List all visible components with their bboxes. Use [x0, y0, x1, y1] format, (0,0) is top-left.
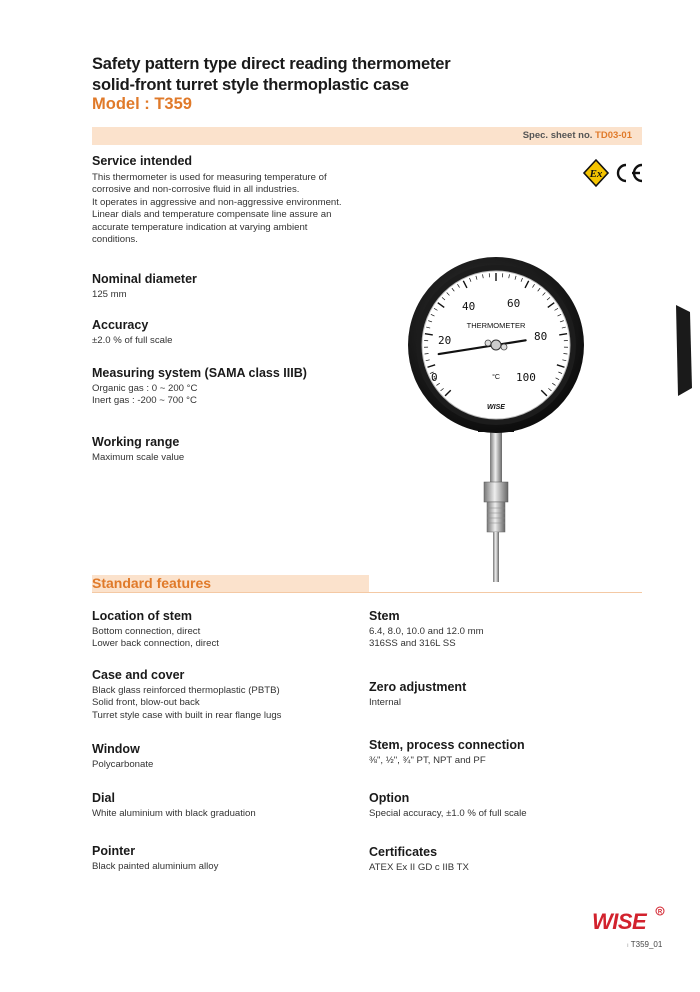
- pointer-heading: Pointer: [92, 844, 136, 858]
- scale-tick: [563, 354, 567, 355]
- ex-icon: [584, 160, 608, 186]
- certificates-value: ATEX Ex II GD c IIB TX: [369, 862, 469, 873]
- scale-tick: [425, 354, 429, 355]
- stem-location-values: [92, 626, 219, 651]
- feature-line: 316SS and 316L SS: [369, 638, 456, 650]
- wise-logo-text: WISE: [592, 909, 647, 934]
- service-line: corrosive and non-corrosive fluid in all industries.: [92, 184, 300, 196]
- scale-label: 20: [438, 334, 452, 347]
- window-value: Polycarbonate: [92, 759, 154, 770]
- accuracy-heading: Accuracy: [92, 318, 149, 332]
- dial-value: White aluminium with black graduation: [92, 808, 256, 819]
- adjust-screw: [501, 344, 507, 350]
- dial-heading: Dial: [92, 791, 115, 805]
- ce-icon: [618, 165, 642, 181]
- standard-features-heading: Standard features: [92, 575, 212, 591]
- svg-text:Ex: Ex: [589, 168, 603, 180]
- title-line-1: Safety pattern type direct reading thermometer: [92, 55, 451, 73]
- dial-label: THERMOMETER: [466, 321, 526, 330]
- document-title: [92, 54, 450, 96]
- scale-label: 80: [534, 330, 548, 343]
- dial-unit: °C: [492, 374, 500, 381]
- spec-sheet-prefix: Spec. sheet no.: [522, 130, 593, 141]
- option-value: Special accuracy, ±1.0 % of full scale: [369, 808, 527, 819]
- dial-brand: WISE: [487, 404, 505, 411]
- thread-fitting: [487, 502, 505, 532]
- zero-adjustment-heading: Zero adjustment: [369, 680, 467, 694]
- measuring-line: Organic gas : 0 ~ 200 °C: [92, 383, 198, 394]
- service-line: This thermometer is used for measuring temperature of: [92, 172, 327, 183]
- service-line: Linear dials and temperature compensate line assure an: [92, 209, 332, 221]
- wise-logo: [590, 905, 666, 935]
- nominal-heading: Nominal diameter: [92, 272, 197, 286]
- measuring-line: Inert gas : -200 ~ 700 °C: [92, 395, 197, 407]
- feature-line: Bottom connection, direct: [92, 626, 201, 637]
- process-connection-value: ⅜", ½", ¾" PT, NPT and PF: [369, 755, 486, 766]
- spec-sheet-number: [523, 130, 632, 141]
- service-line: conditions.: [92, 234, 138, 246]
- process-connection-heading: Stem, process connection: [369, 738, 525, 752]
- title-line-2: solid-front turret style thermoplastic case: [92, 76, 409, 94]
- footer-code: [627, 940, 662, 949]
- window-heading: Window: [92, 742, 140, 756]
- measuring-values: [92, 383, 197, 408]
- scale-label: 40: [462, 300, 476, 313]
- footer-marker: ı: [627, 943, 629, 949]
- standard-features-bar: [92, 575, 369, 593]
- service-line: It operates in aggressive and non-aggressive environment.: [92, 196, 342, 208]
- feature-line: Black glass reinforced thermoplastic (PBTB): [92, 685, 280, 696]
- stem-upper: [490, 426, 502, 486]
- zero-adjustment-value: Internal: [369, 697, 401, 708]
- working-value: Maximum scale value: [92, 452, 185, 463]
- thermometer-image: [406, 250, 700, 586]
- rear-flange-lug: [676, 305, 692, 396]
- case-cover-values: [92, 685, 281, 722]
- adjust-screw: [485, 340, 491, 346]
- scale-label: 60: [507, 297, 521, 310]
- feature-line: Turret style case with built in rear flange lugs: [92, 709, 282, 721]
- stem-heading: Stem: [369, 609, 400, 623]
- svg-text:R: R: [657, 909, 663, 916]
- option-heading: Option: [369, 791, 410, 805]
- nominal-value: 125 mm: [92, 289, 127, 300]
- stem-location-heading: Location of stem: [92, 609, 193, 623]
- certification-logos: [582, 158, 646, 188]
- stem-values: [369, 626, 484, 651]
- service-line: accurate temperature indication at varying ambient: [92, 221, 308, 233]
- certificates-heading: Certificates: [369, 845, 438, 859]
- hex-nut: [484, 482, 508, 502]
- model-title: Model : T359: [92, 95, 192, 113]
- accuracy-value: ±2.0 % of full scale: [92, 335, 173, 346]
- feature-line: Solid front, blow-out back: [92, 697, 200, 709]
- scale-label: 100: [516, 371, 536, 384]
- case-cover-heading: Case and cover: [92, 668, 185, 682]
- service-heading: Service intended: [92, 154, 193, 168]
- standard-features-divider: [92, 592, 642, 593]
- footer-code-text: T359_01: [630, 940, 663, 949]
- pointer-value: Black painted aluminium alloy: [92, 861, 219, 872]
- scale-label: 0: [431, 371, 438, 384]
- feature-line: Lower back connection, direct: [92, 638, 219, 650]
- working-heading: Working range: [92, 435, 180, 449]
- service-description: [92, 172, 342, 246]
- spec-sheet-bar: [92, 127, 642, 145]
- measuring-heading: Measuring system (SAMA class IIIB): [92, 366, 307, 380]
- spec-sheet-code: TD03-01: [595, 130, 632, 141]
- pointer-hub: [491, 340, 501, 350]
- stem-probe: [493, 532, 499, 582]
- feature-line: 6.4, 8.0, 10.0 and 12.0 mm: [369, 626, 484, 637]
